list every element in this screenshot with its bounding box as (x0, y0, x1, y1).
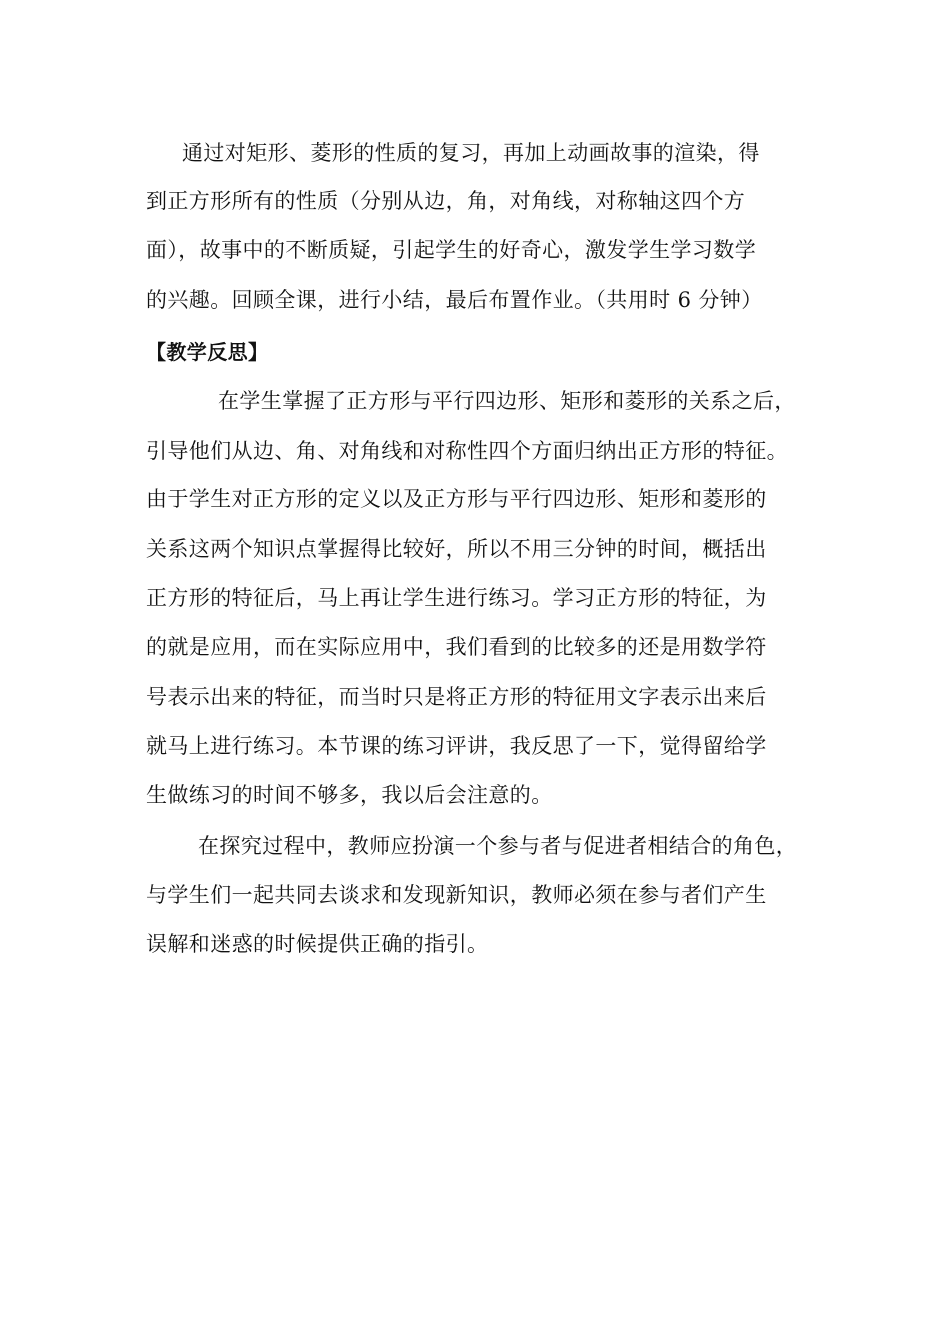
text-line: 号表示出来的特征，而当时只是将正方形的特征用文字表示出来后 (146, 685, 767, 709)
text-line: 通过对矩形、菱形的性质的复习，再加上动画故事的渲染，得 (182, 141, 760, 165)
text-line: 生做练习的时间不够多，我以后会注意的。 (146, 783, 553, 807)
text-line: 面），故事中的不断质疑，引起学生的好奇心，激发学生学习数学 (146, 238, 757, 262)
text-line: 在学生掌握了正方形与平行四边形、矩形和菱形的关系之后， (218, 389, 796, 413)
text-line: 误解和迷惑的时候提供正确的指引。 (146, 932, 489, 956)
text-line: 的兴趣。回顾全课，进行小结，最后布置作业。（共用时 6 分钟） (146, 288, 763, 312)
text-line: 的就是应用，而在实际应用中，我们看到的比较多的还是用数学符 (146, 635, 767, 659)
text-line: 关系这两个知识点掌握得比较好，所以不用三分钟的时间，概括出 (146, 537, 767, 561)
text-line: 引导他们从边、角、对角线和对称性四个方面归纳出正方形的特征。 (146, 439, 788, 463)
text-line: 到正方形所有的性质（分别从边，角，对角线，对称轴这四个方 (146, 189, 746, 213)
text-line: 正方形的特征后，马上再让学生进行练习。学习正方形的特征，为 (146, 586, 767, 610)
text-line: 在探究过程中，教师应扮演一个参与者与促进者相结合的角色， (198, 834, 798, 858)
text-line: 就马上进行练习。本节课的练习评讲，我反思了一下，觉得留给学 (146, 734, 767, 758)
text-line: 与学生们一起共同去谈求和发现新知识，教师必须在参与者们产生 (146, 883, 767, 907)
text-line: 由于学生对正方形的定义以及正方形与平行四边形、矩形和菱形的 (146, 487, 767, 511)
section-heading: 【教学反思】 (146, 340, 269, 364)
